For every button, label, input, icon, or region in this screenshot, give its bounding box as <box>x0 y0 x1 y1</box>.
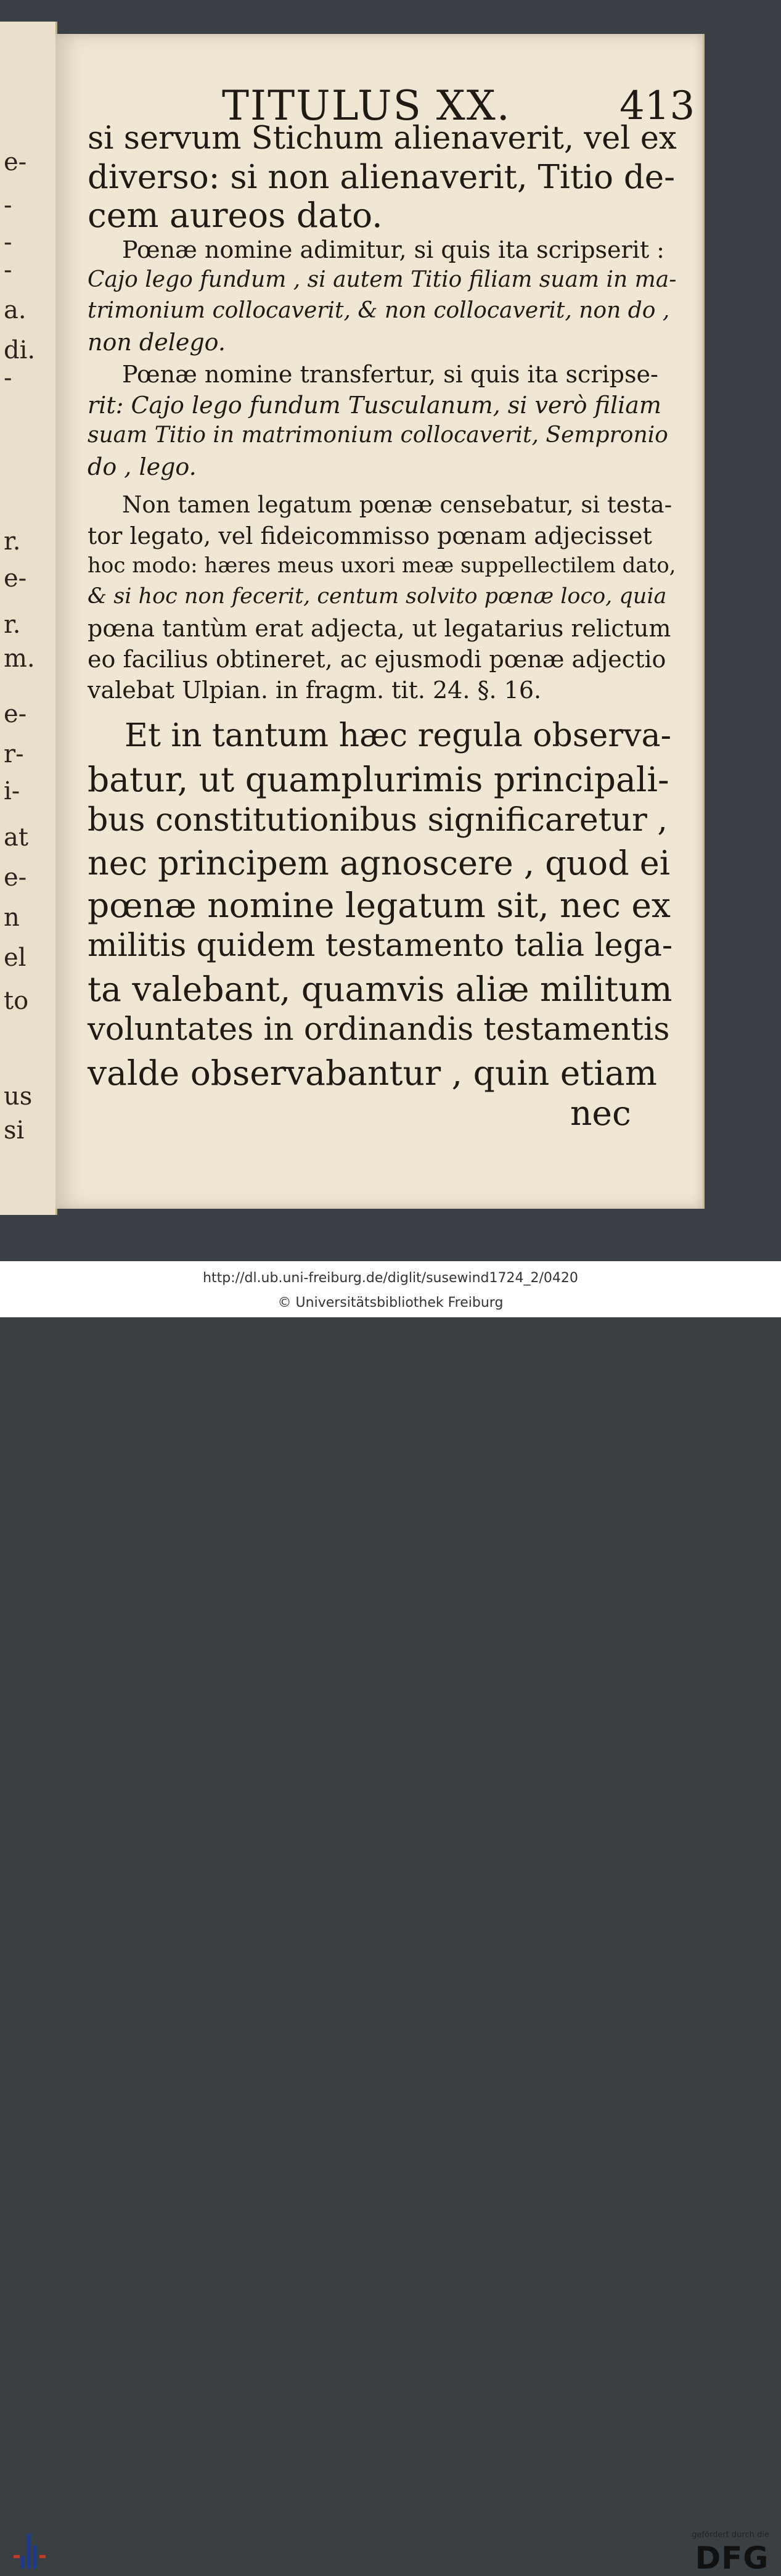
facing-page-fragment: - <box>4 256 12 284</box>
text-line: diverso: si non alienaverit, Titio de- <box>88 158 676 196</box>
facing-page-fragment: - <box>4 364 12 392</box>
text-line: batur, ut quamplurimis principali- <box>88 760 669 799</box>
text-line: hoc modo: hæres meus uxori meæ suppellectilem dato, <box>88 553 676 578</box>
dfg-caption: gefördert durch die <box>692 2530 769 2540</box>
text-line: valde observabantur , quin etiam <box>88 1053 657 1093</box>
text-line: do , lego. <box>88 453 197 480</box>
facing-page-fragment: n <box>4 903 20 932</box>
facing-page-fragment: e- <box>4 148 27 176</box>
library-logo-icon[interactable] <box>12 2532 49 2571</box>
facing-page-fragment: r. <box>4 527 21 556</box>
text-line: Et in tantum hæc regula observa- <box>125 717 672 754</box>
text-line: suam Titio in matrimonium collocaverit, Sempronio <box>88 422 668 448</box>
facing-page-edge <box>0 22 57 1215</box>
copyright-notice: © Universitätsbibliothek Freiburg <box>277 1295 504 1311</box>
facing-page-fragment: si <box>4 1116 25 1145</box>
text-line: eo facilius obtineret, ac ejusmodi pœnæ adjectio <box>88 646 666 673</box>
text-line: cem aureos dato. <box>88 195 383 235</box>
text-line: Pœnæ nomine adimitur, si quis ita scripserit : <box>122 236 664 263</box>
page-number: 413 <box>619 83 695 129</box>
running-title: TITULUS XX. <box>222 82 511 130</box>
text-line: trimonium collocaverit, & non collocaverit, non do , <box>88 298 670 323</box>
text-line: rit: Cajo lego fundum Tusculanum, si verò filiam <box>88 392 661 419</box>
facing-page-fragment: el <box>4 944 27 972</box>
facing-page-fragment: a. <box>4 296 27 324</box>
text-line: pœnæ nomine legatum sit, nec ex <box>88 886 671 925</box>
text-line: nec principem agnoscere , quod ei <box>88 844 671 883</box>
text-line: Pœnæ nomine transfertur, si quis ita scripse- <box>122 361 658 388</box>
text-line: militis quidem testamento talia lega- <box>88 928 673 964</box>
text-line: si servum Stichum alienaverit, vel ex <box>88 120 677 157</box>
text-line: tor legato, vel fideicommisso pœnam adjecisset <box>88 522 652 549</box>
text-line: nec <box>570 1093 631 1133</box>
facing-page-fragment: e- <box>4 564 27 593</box>
text-line: pœna tantùm erat adjecta, ut legatarius relictum <box>88 615 671 642</box>
permalink[interactable]: http://dl.ub.uni-freiburg.de/diglit/susewind1724_2/0420 <box>203 1270 578 1286</box>
dfg-logo[interactable]: DFG <box>695 2540 769 2576</box>
facing-page-fragment: di. <box>4 336 36 364</box>
facing-page-fragment: - <box>4 191 12 220</box>
text-line: non delego. <box>88 329 226 356</box>
text-line: bus constitutionibus significaretur , <box>88 802 668 839</box>
facing-page-fragment: at <box>4 823 28 852</box>
text-line: ta valebant, quamvis aliæ militum <box>88 969 673 1009</box>
text-line: Cajo lego fundum , si autem Titio filiam suam in ma- <box>88 267 677 292</box>
text-line: voluntates in ordinandis testamentis <box>88 1011 670 1048</box>
facing-page-fragment: r. <box>4 611 21 639</box>
facing-page-fragment: r- <box>4 740 24 768</box>
facing-page-fragment: e- <box>4 863 27 892</box>
facing-page-fragment: to <box>4 987 29 1015</box>
text-line: & si hoc non fecerit, centum solvito pœnæ loco, quia <box>88 584 667 609</box>
facing-page-fragment: i- <box>4 777 20 805</box>
facing-page-fragment: us <box>4 1082 33 1111</box>
book-page <box>55 34 705 1209</box>
facing-page-fragment: - <box>4 228 12 257</box>
text-line: Non tamen legatum pœnæ censebatur, si testa- <box>122 492 673 518</box>
text-line: valebat Ulpian. in fragm. tit. 24. §. 16. <box>88 677 542 704</box>
facing-page-fragment: m. <box>4 644 35 673</box>
facing-page-fragment: e- <box>4 700 27 728</box>
